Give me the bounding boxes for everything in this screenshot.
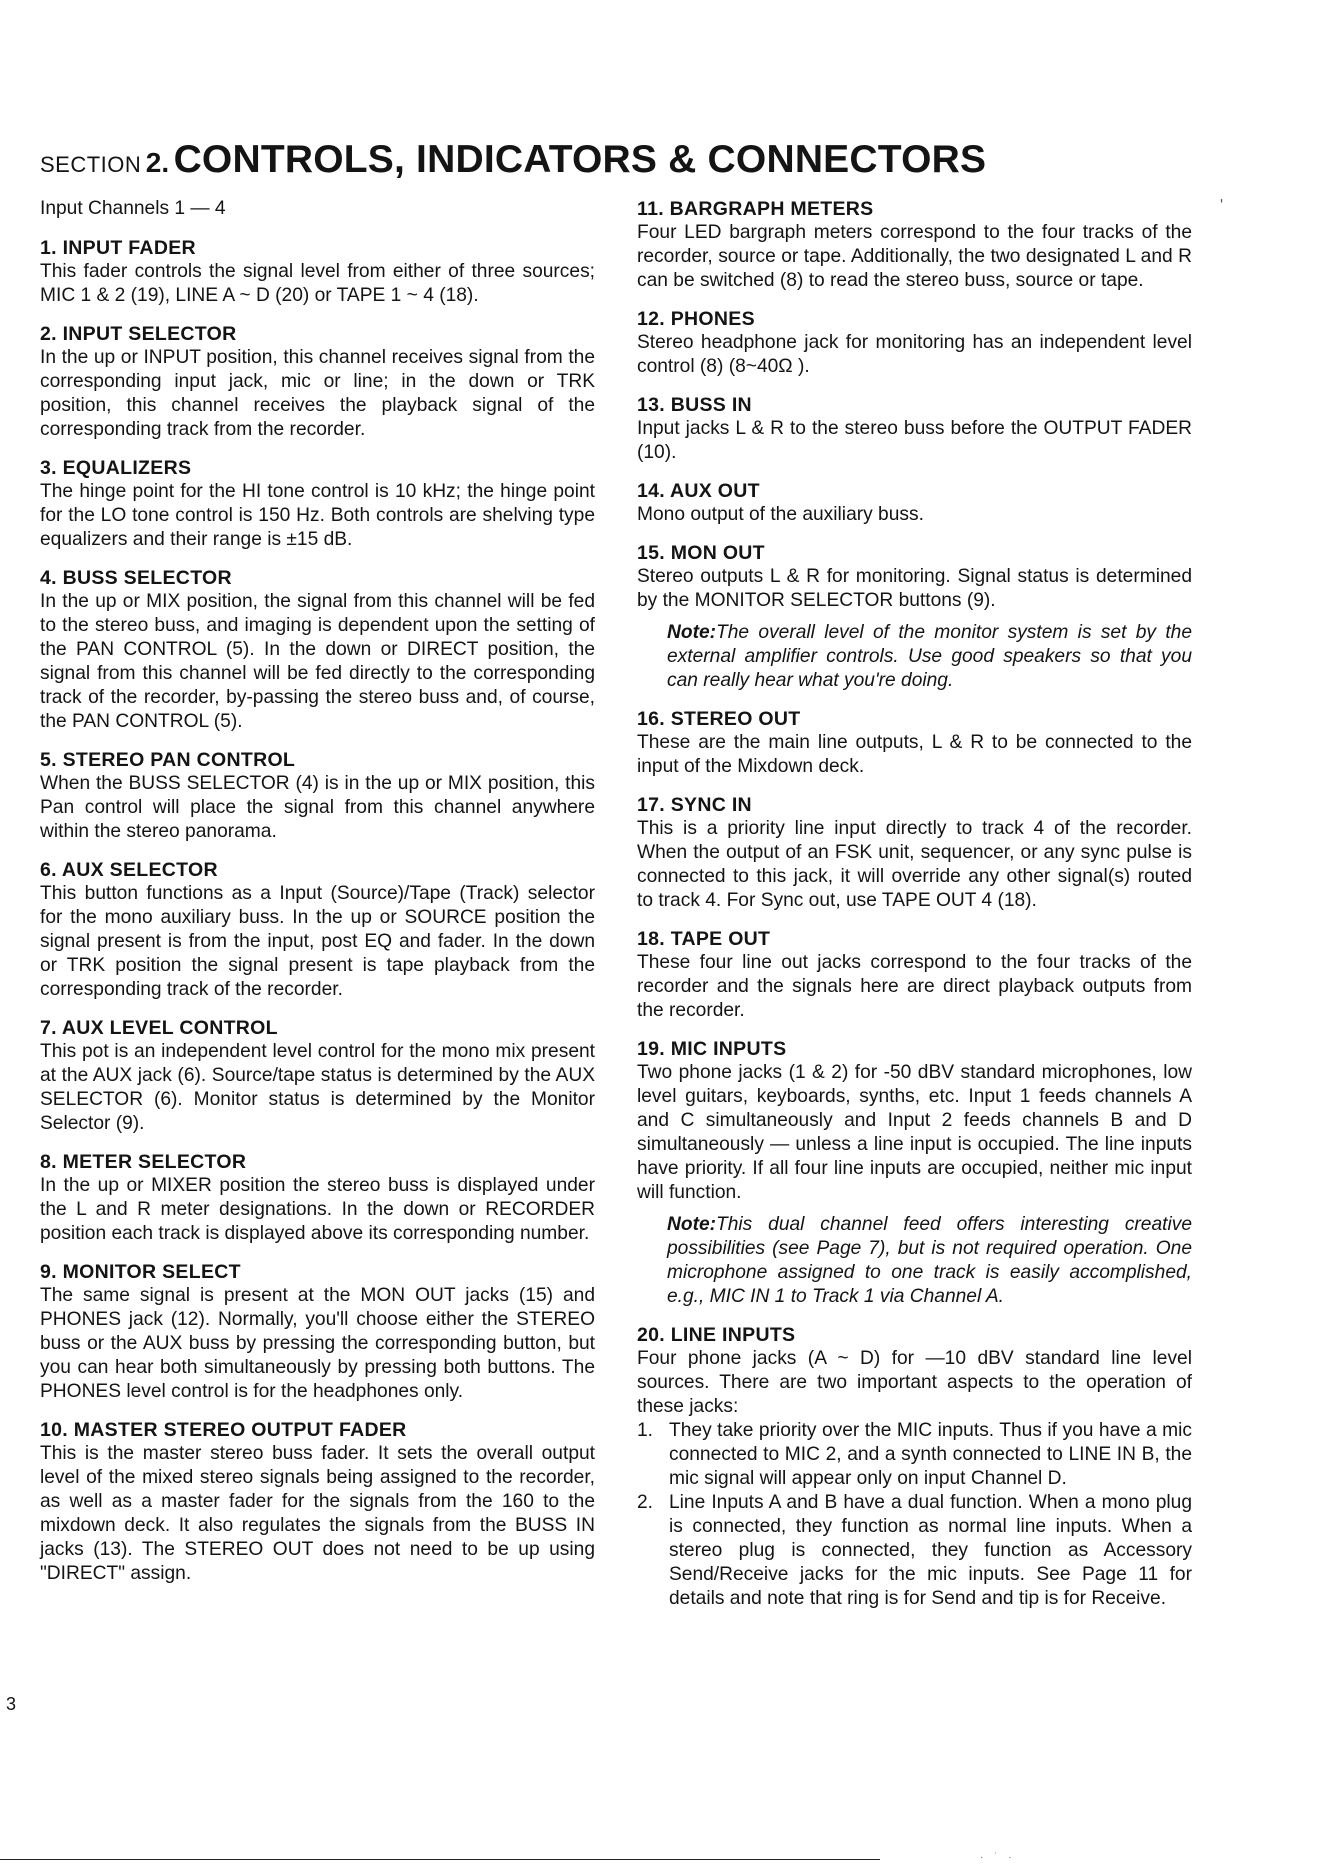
- section-stereo-out: [637, 707, 1192, 779]
- section-mon-out: [637, 541, 1192, 693]
- section-bargraph-meters: [637, 197, 1192, 293]
- section-heading: 15. MON OUT: [637, 542, 765, 564]
- section-body: Stereo headphone jack for monitoring has an independent level control (8) (8~40Ω ).: [637, 332, 1192, 377]
- note-text: The overall level of the monitor system is set by the external amplifier controls. Use good speakers so that you can really hear what you're doing.: [667, 622, 1192, 691]
- section-heading: 12. PHONES: [637, 308, 755, 330]
- section-heading: 6. AUX SELECTOR: [40, 859, 218, 881]
- numbered-list: [637, 1419, 1192, 1611]
- section-heading: 2. INPUT SELECTOR: [40, 323, 237, 345]
- section-body: This is the master stereo buss fader. It sets the overall output level of the mixed stereo signals being assigned to the recorder, as well as a master fader for the signals from the 160 to the mixdown deck. It also regulates the signals from the BUSS IN jacks (13). The STEREO OUT does not need to be up using "DIRECT" assign.: [40, 1443, 595, 1584]
- section-heading: 3. EQUALIZERS: [40, 457, 192, 479]
- section-heading: 18. TAPE OUT: [637, 928, 771, 950]
- section-body: In the up or MIXER position the stereo buss is displayed under the L and R meter designations. In the down or RECORDER position each track is displayed above its corresponding number.: [40, 1175, 595, 1244]
- section-number: 2.: [145, 147, 170, 178]
- list-item: [637, 1419, 1192, 1491]
- section-body: The same signal is present at the MON OUT jacks (15) and PHONES jack (12). Normally, you'll choose either the STEREO buss or the AUX buss by pressing the corresponding button, but you can hear both simultaneously by pressing both buttons. The PHONES level control is for the headphones only.: [40, 1285, 595, 1402]
- input-channels-subheading: Input Channels 1 — 4: [40, 198, 226, 219]
- section-body: This pot is an independent level control for the mono mix present at the AUX jack (6). Source/tape status is determined by the AUX SELECTOR (6). Monitor status is determined by the Monitor Selector (9).: [40, 1041, 595, 1134]
- section-body: Input jacks L & R to the stereo buss before the OUTPUT FADER (10).: [637, 418, 1192, 463]
- section-body: Mono output of the auxiliary buss.: [637, 504, 924, 525]
- section-body: This button functions as a Input (Source)/Tape (Track) selector for the mono auxiliary buss. In the up or SOURCE position the signal present is from the input, post EQ and fader. In the down or TRK position the signal present is tape playback from the corresponding track of the recorder.: [40, 883, 595, 1000]
- note-text: This dual channel feed offers interesting creative possibilities (see Page 7), but is not required operation. One microphone assigned to one track is easily accomplished, e.g., MIC IN 1 to Track 1 via Channel A.: [667, 1214, 1192, 1307]
- section-body: When the BUSS SELECTOR (4) is in the up or MIX position, this Pan control will place the signal from this channel anywhere within the stereo panorama.: [40, 773, 595, 842]
- section-heading: 7. AUX LEVEL CONTROL: [40, 1017, 278, 1039]
- section-body: In the up or INPUT position, this channel receives signal from the corresponding input jack, mic or line; in the down or TRK position, this channel receives the playback signal of the corresponding track from the recorder.: [40, 347, 595, 440]
- section-body: In the up or MIX position, the signal from this channel will be fed to the stereo buss, and imaging is dependent upon the setting of the PAN CONTROL (5). In the down or DIRECT position, the signal from this channel will be fed directly to the corresponding track of the recorder, by-passing the stereo buss and, of course, the PAN CONTROL (5).: [40, 591, 595, 732]
- section-meter-selector: [40, 1150, 595, 1246]
- section-heading: 11. BARGRAPH METERS: [637, 198, 874, 220]
- section-body: These four line out jacks correspond to the four tracks of the recorder and the signals here are direct playback outputs from the recorder.: [637, 952, 1192, 1021]
- section-heading: 1. INPUT FADER: [40, 237, 196, 259]
- section-monitor-select: [40, 1260, 595, 1404]
- section-aux-level-control: [40, 1016, 595, 1136]
- section-phones: [637, 307, 1192, 379]
- section-heading: 13. BUSS IN: [637, 394, 752, 416]
- list-item-text: Line Inputs A and B have a dual function. When a mono plug is connected, they function as normal line inputs. When a stereo plug is connected, they function as Accessory Send/Receive jacks for the mic inputs. See Page 11 for details and note that ring is for Send and tip is for Receive.: [669, 1492, 1192, 1609]
- section-mic-inputs: [637, 1037, 1192, 1309]
- section-buss-selector: [40, 566, 595, 734]
- section-body: This fader controls the signal level from either of three sources; MIC 1 & 2 (19), LINE A ~ D (20) or TAPE 1 ~ 4 (18).: [40, 261, 595, 306]
- section-equalizers: [40, 456, 595, 552]
- page-title: [40, 138, 986, 182]
- left-column: [40, 197, 595, 1600]
- section-input-fader: [40, 236, 595, 308]
- section-input-selector: [40, 322, 595, 442]
- section-label: SECTION: [40, 152, 142, 177]
- section-heading: 14. AUX OUT: [637, 480, 760, 502]
- section-heading: 5. STEREO PAN CONTROL: [40, 749, 296, 771]
- stray-mark: ʹ: [1220, 197, 1224, 214]
- footer-marks: · ˙ ·: [980, 1852, 1016, 1863]
- section-heading: 8. METER SELECTOR: [40, 1151, 247, 1173]
- section-heading: 4. BUSS SELECTOR: [40, 567, 232, 589]
- section-line-inputs: [637, 1323, 1192, 1611]
- section-body: Four LED bargraph meters correspond to the four tracks of the recorder, source or tape. Additionally, the two designated L and R can be switched (8) to read the stereo buss, source or tape.: [637, 222, 1192, 291]
- section-aux-out: [637, 479, 1192, 527]
- section-body: Stereo outputs L & R for monitoring. Signal status is determined by the MONITOR SELECTOR buttons (9).: [637, 566, 1192, 611]
- list-item: [637, 1491, 1192, 1611]
- note-label: Note:: [667, 1214, 717, 1235]
- section-body: This is a priority line input directly to track 4 of the recorder. When the output of an FSK unit, sequencer, or any sync pulse is connected to this jack, it will override any other signal(s) routed to track 4. For Sync out, use TAPE OUT 4 (18).: [637, 818, 1192, 911]
- section-heading: 10. MASTER STEREO OUTPUT FADER: [40, 1419, 407, 1441]
- footer-rule: [0, 1859, 880, 1860]
- page-number: 3: [6, 1694, 17, 1714]
- list-item-text: They take priority over the MIC inputs. Thus if you have a mic connected to MIC 2, and a synth connected to LINE IN B, the mic signal will appear only on input Channel D.: [669, 1420, 1192, 1489]
- section-body: These are the main line outputs, L & R to be connected to the input of the Mixdown deck.: [637, 732, 1192, 777]
- section-body: Two phone jacks (1 & 2) for -50 dBV standard microphones, low level guitars, keyboards, synths, etc. Input 1 feeds channels A and C simultaneously and Input 2 feeds channels B and D simultaneously — unless a line input is occupied. The line inputs have priority. If all four line inputs are occupied, neither mic input will function.: [637, 1062, 1192, 1203]
- section-heading: 20. LINE INPUTS: [637, 1324, 796, 1346]
- section-body: Four phone jacks (A ~ D) for —10 dBV standard line level sources. There are two important aspects to the operation of these jacks:: [637, 1348, 1192, 1417]
- section-heading: 16. STEREO OUT: [637, 708, 801, 730]
- section-tape-out: [637, 927, 1192, 1023]
- list-item-number: 1.: [637, 1420, 654, 1441]
- note-label: Note:: [667, 622, 717, 643]
- section-title: CONTROLS, INDICATORS & CONNECTORS: [173, 138, 987, 181]
- note: [667, 621, 1192, 693]
- note: [667, 1213, 1192, 1309]
- section-heading: 17. SYNC IN: [637, 794, 752, 816]
- right-column: [637, 197, 1192, 1625]
- section-body: The hinge point for the HI tone control is 10 kHz; the hinge point for the LO tone control is 150 Hz. Both controls are shelving type equalizers and their range is ±15 dB.: [40, 481, 595, 550]
- section-heading: 9. MONITOR SELECT: [40, 1261, 241, 1283]
- section-stereo-pan-control: [40, 748, 595, 844]
- section-sync-in: [637, 793, 1192, 913]
- section-master-stereo-output-fader: [40, 1418, 595, 1586]
- section-heading: 19. MIC INPUTS: [637, 1038, 787, 1060]
- section-buss-in: [637, 393, 1192, 465]
- section-aux-selector: [40, 858, 595, 1002]
- list-item-number: 2.: [637, 1492, 654, 1513]
